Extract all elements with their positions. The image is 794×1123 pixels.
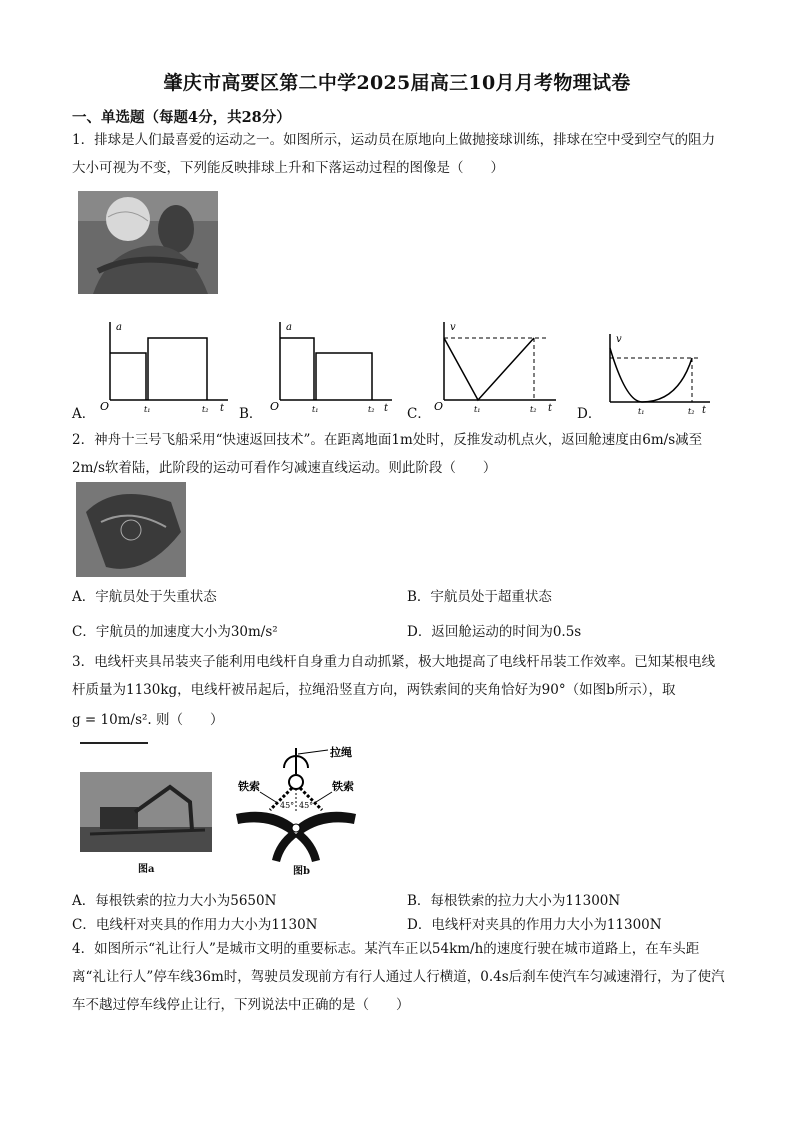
q3-option-b: B．每根铁索的拉力大小为11300N: [407, 893, 621, 909]
pivot: [292, 824, 300, 832]
graph-b-axis-a: a: [286, 322, 292, 333]
graph-d-t1: t₁: [638, 407, 645, 416]
figure-a-caption: 图a: [138, 864, 155, 875]
page-title: 肇庆市高要区第二中学2025届高三10月月考物理试卷: [163, 72, 631, 94]
question-2-text: 2．神舟十三号飞船采用“快速返回技术”。在距离地面1m处时，反推发动机点火，返回舱速度由6m/s减至2m/s软着陆，此阶段的运动可看作匀减速直线运动。则此阶段（ ）: [72, 432, 703, 476]
section-heading: 一、单选题（每题4分，共28分）: [72, 109, 291, 126]
option-b-label: B．: [239, 406, 263, 422]
graph-d-curve: [610, 348, 692, 402]
graph-c: [426, 318, 566, 418]
graph-b-segment-1: [280, 338, 314, 400]
q3-option-a: A．每根铁索的拉力大小为5650N: [72, 893, 277, 909]
q3-option-d: D．电线杆对夹具的作用力大小为11300N: [407, 917, 662, 933]
question-3-text: 3．电线杆夹具吊装夹子能利用电线杆自身重力自动抓紧，极大地提高了电线杆吊装工作效率。已知某根电线杆质量为1130kg，电线杆被吊起后，拉绳沿竖直方向，两铁索间的夹角恰好为90°（如图b所示），取: [72, 654, 716, 698]
graph-d-axis-t: t: [702, 405, 707, 416]
chain-label-right: 铁索: [332, 780, 354, 793]
graph-a-segment-2: [148, 338, 207, 400]
clamp-diagram: [232, 746, 367, 868]
clamp-arm-left-bottom: [272, 830, 298, 862]
question-1-text: 1．排球是人们最喜爱的运动之一。如图所示，运动员在原地向上做抛接球训练，排球在空中受到空气的阻力大小可视为不变，下列能反映排球上升和下落运动过程的图像是（ ）: [72, 132, 716, 176]
question-4-text: 4．如图所示“礼让行人”是城市文明的重要标志。某汽车正以54km/h的速度行驶在城市道路上，在车头距离“礼让行人”停车线36m时，驾驶员发现前方有行人通过人行横道，0.4s后刹车使汽车匀减速滑行，为了使汽车不越过停车线停止让行，下列说法中正确的是（ ）: [72, 941, 725, 1013]
option-c-label: C．: [407, 406, 431, 422]
graph-c-axis-t: t: [548, 403, 553, 414]
graph-a-segment-1: [110, 353, 146, 400]
graph-b-axis-t: t: [384, 403, 389, 414]
graph-a: [92, 318, 232, 418]
q3-option-c: C．电线杆对夹具的作用力大小为1130N: [72, 917, 318, 933]
underline-mark: [80, 742, 148, 744]
graph-c-origin: O: [434, 400, 444, 413]
graph-c-line: [444, 338, 534, 400]
graph-c-t1: t₁: [474, 405, 481, 414]
excavator-photo-art: [80, 772, 212, 852]
volleyball-photo: [78, 191, 218, 294]
graph-b-segment-2: [316, 353, 372, 400]
graph-b-t1: t₁: [312, 405, 319, 414]
graph-a-axis-a: a: [116, 322, 122, 333]
graph-a-axis-t: t: [220, 403, 225, 414]
graph-a-origin: O: [100, 400, 110, 413]
question-3-gravity: g = 10m/s². 则（ ）: [72, 712, 224, 728]
option-a-label: A．: [72, 406, 96, 422]
graph-b-t2: t₂: [368, 405, 375, 414]
capsule-photo-art: [76, 482, 186, 577]
q2-option-d: D．返回舱运动的时间为0.5s: [407, 624, 582, 640]
clamp-arm-right-bottom: [294, 830, 320, 862]
clamp-arm-right-top: [296, 812, 356, 834]
clamp-arm-left-top: [236, 812, 296, 834]
excavator-photo: [80, 772, 212, 852]
chain-pointer-left: [260, 792, 276, 802]
angle-left: 45°: [280, 801, 295, 810]
graph-d: [598, 330, 718, 418]
figure-b-caption: 图b: [293, 866, 310, 877]
graph-a-t1: t₁: [144, 405, 151, 414]
volleyball-photo-art: [78, 191, 218, 294]
graph-b-origin: O: [270, 400, 280, 413]
angle-right: 45°: [299, 801, 314, 810]
capsule-photo: [76, 482, 186, 577]
rope-label: 拉绳: [330, 746, 352, 759]
q2-option-c: C．宇航员的加速度大小为30m/s²: [72, 624, 278, 640]
graph-a-t2: t₂: [202, 405, 209, 414]
rope-pointer: [298, 750, 328, 754]
graph-b: [262, 318, 402, 418]
graph-d-axis-v: v: [616, 334, 622, 345]
graph-c-t2: t₂: [530, 405, 537, 414]
q2-option-b: B．宇航员处于超重状态: [407, 589, 552, 605]
graph-d-t2: t₂: [688, 407, 695, 416]
q2-option-a: A．宇航员处于失重状态: [72, 589, 217, 605]
ring: [289, 775, 303, 789]
option-d-label: D．: [577, 406, 602, 422]
graph-c-axis-v: v: [450, 322, 456, 333]
chain-pointer-right: [316, 792, 332, 802]
chain-label-left: 铁索: [238, 780, 260, 793]
